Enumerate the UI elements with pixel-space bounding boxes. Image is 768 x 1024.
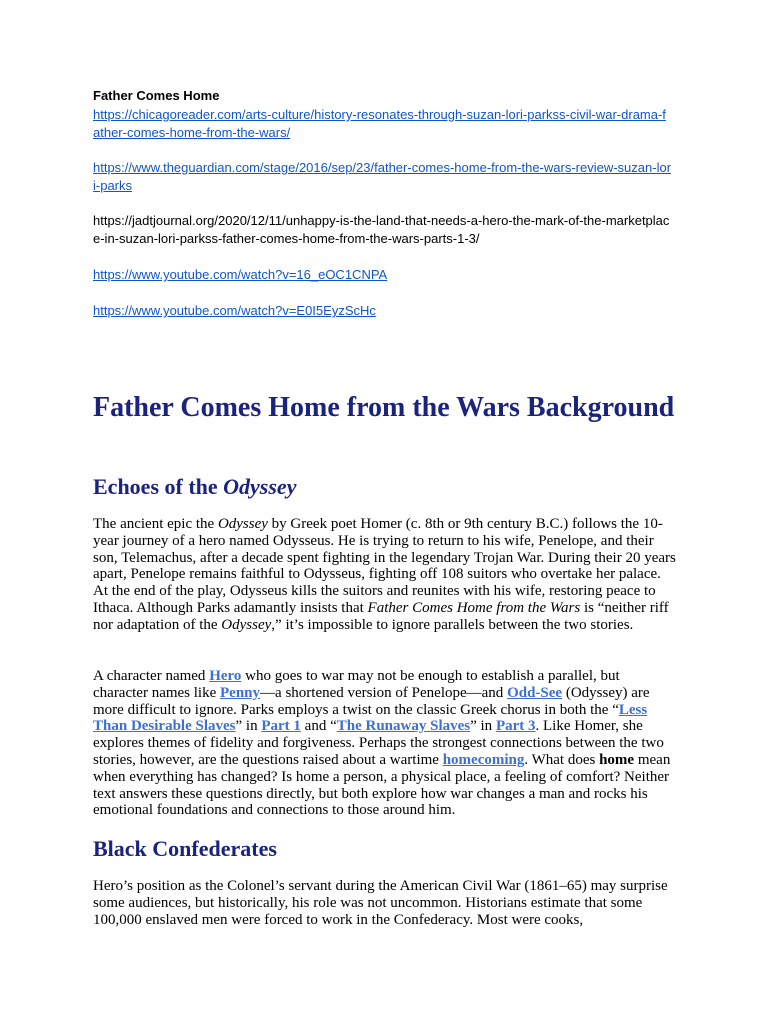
link-homecoming[interactable]: homecoming (442, 751, 525, 768)
link-part-1[interactable]: Part 1 (261, 718, 301, 735)
section-heading-odyssey (93, 473, 296, 501)
text-run: The ancient epic the (93, 516, 218, 532)
link-jadt-journal: https://jadtjournal.org/2020/12/11/unhappy-is-the-land-that-needs-a-hero-the-mark-of-the-marketplace-in-suzan-lori-parkss-father-comes-home-from-the-wars-parts-1-3/ (93, 213, 670, 246)
text-run: (Odyssey) are more difficult to ignore. Parks employs a twist on the classic Greek chorus in both the “ (93, 684, 650, 718)
link-hero[interactable]: Hero (209, 668, 242, 684)
link-penny[interactable]: Penny (220, 684, 261, 701)
link-chicago-reader[interactable]: https://chicagoreader.com/arts-culture/history-resonates-through-suzan-lori-parkss-civil-war-drama-father-comes-home-from-the-wars/ (93, 107, 666, 140)
section-heading-italic: Odyssey (223, 474, 297, 499)
text-run: ” in (470, 718, 496, 735)
text-run: . What does (524, 751, 600, 768)
link-the-runaway-slaves[interactable]: The Runaway Slaves (336, 718, 471, 735)
text-run: who goes to war may not be enough to establish a parallel, but character names like (93, 668, 620, 701)
bold-word: home (599, 751, 635, 768)
text-run: mean when everything has changed? Is home a person, a physical place, a feeling of comfort? Neither text answers these questions directly, but both explore how war changes a man and rocks his emotional foundations and connections to those around him. (93, 751, 671, 819)
document-top-title: Father Comes Home (93, 88, 220, 103)
link-less-than-desirable-slaves[interactable]: Less Than Desirable Slaves (93, 701, 648, 735)
italic-title: Father Comes Home from the Wars (367, 599, 581, 616)
text-run: . Like Homer, she explores themes of fidelity and forgiveness. Perhaps the strongest connections between the two stories, however, are the questions raised about a wartime (93, 718, 664, 768)
text-run: ,” it’s impossible to ignore parallels between the two stories. (271, 616, 634, 633)
paragraph-odyssey-summary (93, 516, 677, 634)
section-heading-text: Echoes of the (93, 474, 224, 499)
text-run: A character named (93, 668, 210, 684)
link-youtube-2[interactable]: https://www.youtube.com/watch?v=E0I5EyzScHc (93, 303, 376, 318)
section-heading-black-confederates: Black Confederates (93, 836, 277, 861)
link-odd-see[interactable]: Odd-See (507, 684, 563, 701)
text-run: is “neither riff nor adaptation of the (93, 599, 669, 633)
italic-title: Odyssey (221, 616, 272, 633)
text-run: and “ (300, 718, 337, 735)
paragraph-black-confederates: Hero’s position as the Colonel’s servant during the American Civil War (1861–65) may surprise some audiences, but historically, his role was not uncommon. Historians estimate that some 100,000 enslaved men were forced to work in the Confederacy. Most were cooks, (93, 878, 668, 928)
link-part-3[interactable]: Part 3 (495, 718, 536, 735)
paragraph-parallels (93, 668, 677, 819)
text-run: —a shortened version of Penelope—and (260, 684, 508, 701)
italic-title: Odyssey (217, 516, 268, 532)
text-run: ” in (235, 718, 262, 735)
link-the-guardian[interactable]: https://www.theguardian.com/stage/2016/sep/23/father-comes-home-from-the-wars-review-suzan-lori-parks (93, 160, 672, 193)
main-title: Father Comes Home from the Wars Background (93, 392, 675, 423)
text-run: by Greek poet Homer (c. 8th or 9th century B.C.) follows the 10-year journey of a hero named Odysseus. He is trying to return to his wife, Penelope, and their son, Telemachus, after a decade spent fighting in the legendary Trojan War. During their 20 years apart, Penelope remains faithful to Odysseus, fighting off 108 suitors who overtake her palace. At the end of the play, Odysseus kills the suitors and reunites with his wife, restoring peace to Ithaca. Although Parks adamantly insists that (93, 516, 676, 616)
link-youtube-1[interactable]: https://www.youtube.com/watch?v=16_eOC1CNPA (93, 267, 388, 282)
